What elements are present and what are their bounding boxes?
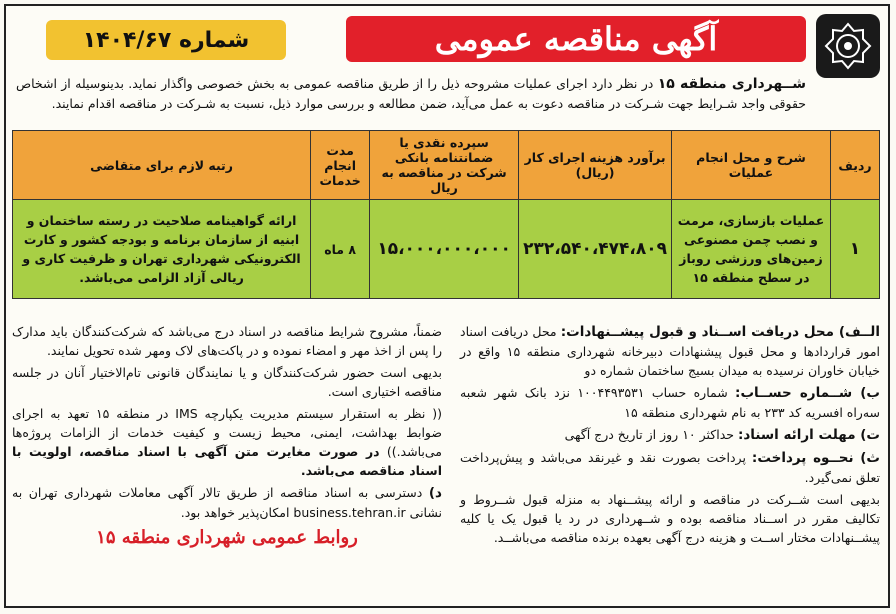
section-t-text: حداکثر ۱۰ روز از تاریخ درج آگهی <box>564 427 734 442</box>
intro-lead: شــهرداری منطقه ۱۵ <box>657 76 806 92</box>
header <box>46 16 806 68</box>
left-p4-text: دسترسی به اسناد مناقصه از طریق تالار آگهی معاملات شهرداری تهران به نشانی business.tehran.ir امکان‌پذیر خواهد بود. <box>12 485 442 520</box>
intro-paragraph <box>16 74 806 113</box>
section-th <box>460 448 880 487</box>
section-b-text: شماره حساب ۱۰۰۴۴۹۳۵۳۱ نزد بانک شهر شعبه سه‌راه افسریه کد ۲۳۳ به نام شهرداری منطقه ۱۵ <box>460 385 880 420</box>
section-th-label: ث) نحــوه پرداخت: <box>751 450 880 466</box>
left-p3-bold: در صورت مغایرت متن آگهی با اسناد مناقصه، اولویت با اسناد مناقصه می‌باشد. <box>12 444 442 478</box>
header-rank: رتبه لازم برای متقاضی <box>13 131 311 200</box>
left-p2: بدیهی است حضور شرکت‌کنندگان و یا نمایندگان قانونی تام‌الاختیار آنان در جلسه مناقصه اختیاری است. <box>12 365 442 399</box>
section-b <box>460 383 880 422</box>
left-p3-text: (( نظر به استقرار سیستم مدیریت یکپارچه IMS در منطقه ۱۵ تعهد به اجرای ضوابط بهداشت، ایمنی، محیط زیست و کیفیت خدمات از الزامات پروژه‌ها می‌باشد.)) <box>12 406 442 459</box>
section-a-text: محل دریافت اسناد امور قراردادها و محل قبول پیشنهادات دبیرخانه شهرداری منطقه ۱۵ واقع در خیابان خاوران نرسیده به میدان بسیج ساختمان شماره دو <box>460 324 881 378</box>
cell-duration: ۸ ماه <box>311 200 370 299</box>
table-row <box>13 200 880 299</box>
section-b-label: ب) شــماره حســاب: <box>735 385 880 401</box>
cell-estimate: ۲۳۲،۵۴۰،۴۷۴،۸۰۹ <box>519 200 672 299</box>
left-p3 <box>12 404 442 480</box>
header-duration: مدت انجام خدمات <box>311 131 370 200</box>
tender-table <box>12 130 880 299</box>
section-t-label: ت) مهلت ارائه اسناد: <box>737 427 880 443</box>
municipality-logo <box>816 14 880 78</box>
table-header-row <box>13 131 880 200</box>
cell-description: عملیات بازسازی، مرمت و نصب چمن مصنوعی زمین‌های ورزشی روباز در سطح منطقه ۱۵ <box>672 200 831 299</box>
header-description: شرح و محل انجام عملیات <box>672 131 831 200</box>
left-p1: ضمناً، مشروح شرایط مناقصه در اسناد درج می‌باشد که شرکت‌کنندگان باید مدارک را پس از اخذ مهر و امضاء نموده و در پاکت‌های لاک ومهر شده تحویل نمایند. <box>12 324 442 358</box>
cell-row: ۱ <box>831 200 880 299</box>
header-deposit: سپرده نقدی یا ضمانتنامه بانکی شرکت در مناقصه به ریال <box>370 131 519 200</box>
conditions <box>12 322 880 604</box>
section-a-label: الــف) محل دریافت اســناد و قبول پیشــنهادات: <box>560 324 880 340</box>
conditions-left <box>12 322 442 547</box>
cell-rank: ارائه گواهینامه صلاحیت در رسته ساختمان و ابنیه از سازمان برنامه و بودجه کشور و کارت الکترونیکی شهرداری تهران و ظرفیت کاری و ریالی آزاد الزامی می‌باشد. <box>13 200 311 299</box>
header-row: ردیف <box>831 131 880 200</box>
note-right: بدیهی است شــرکت در مناقصه و ارائه پیشــنهاد به منزله قبول شــروط و تکالیف مقرر در اســناد مناقصه بوده و شــهرداری در رد یا قبول یک یا کلیه پیشــنهادات مختار اســت و هزینه درج آگهی بعهده برنده مناقصه می‌باشــد. <box>460 492 880 545</box>
signature: روابط عمومی شهرداری منطقه ۱۵ <box>96 527 358 548</box>
left-p4-label: د) <box>428 485 442 501</box>
municipality-seal-icon <box>823 21 873 71</box>
header-estimate: برآورد هزینه اجرای کار (ریال) <box>519 131 672 200</box>
notice-number: شماره ۱۴۰۴/۶۷ <box>46 20 286 60</box>
cell-deposit: ۱۵،۰۰۰،۰۰۰،۰۰۰ <box>370 200 519 299</box>
conditions-right <box>460 322 880 550</box>
left-p4 <box>12 483 442 522</box>
section-th-text: پرداخت بصورت نقد و غیرنقد می‌باشد و پیش‌پرداخت تعلق نمی‌گیرد. <box>460 450 880 485</box>
tender-notice <box>4 4 890 608</box>
section-a <box>460 322 880 380</box>
intro-text: در نظر دارد اجرای عملیات مشروحه ذیل را از طریق مناقصه عمومی به بخش خصوصی واگذار نماید. بدینوسیله از اشخاص حقوقی واجد شـرایط جهت شـرکت در مناقصه دعوت به عمل می‌آید، ضمن مطالعه و بررسی موارد ذیل، نسبت به شـرکت در مناقصه اقدام نمایند. <box>16 76 806 111</box>
notice-title: آگهی مناقصه عمومی <box>346 16 806 62</box>
section-t <box>460 425 880 445</box>
